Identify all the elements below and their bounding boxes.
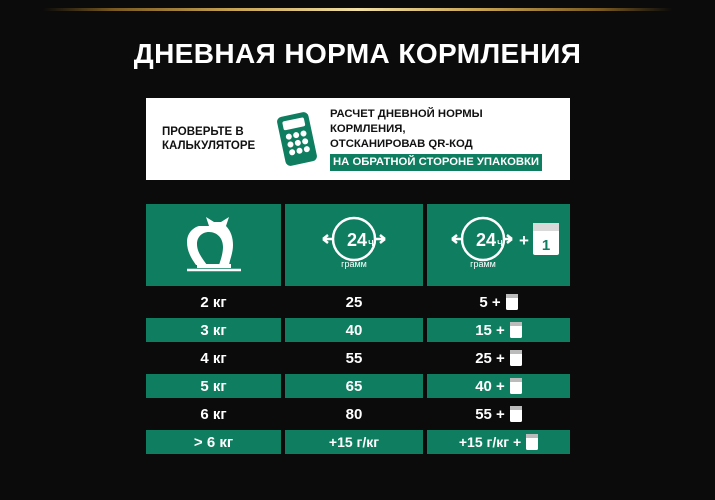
cell-dry: 25 xyxy=(285,290,423,314)
cell-mixed xyxy=(427,402,570,426)
svg-text:ч: ч xyxy=(496,237,503,249)
cell-weight: 4 кг xyxy=(146,346,281,370)
svg-text:24: 24 xyxy=(475,230,496,250)
header-cat-weight xyxy=(146,204,281,286)
pouch-icon xyxy=(526,434,538,450)
cell-mixed xyxy=(427,374,570,398)
svg-text:1: 1 xyxy=(541,237,550,254)
svg-text:24: 24 xyxy=(347,230,368,250)
cell-weight: 3 кг xyxy=(146,318,281,342)
svg-text:грамм: грамм xyxy=(469,259,496,269)
calculator-banner xyxy=(146,98,570,180)
header-dry-portion xyxy=(285,204,423,286)
cell-mixed-value: 55 + xyxy=(475,405,505,423)
pouch-icon xyxy=(510,350,522,366)
table-row xyxy=(146,318,570,342)
table-row xyxy=(146,430,570,454)
cell-weight: 2 кг xyxy=(146,290,281,314)
cell-mixed xyxy=(427,318,570,342)
table-row xyxy=(146,290,570,314)
cell-dry: 55 xyxy=(285,346,423,370)
calculator-icon xyxy=(268,111,326,167)
pouch-icon xyxy=(510,406,522,422)
svg-text:грамм: грамм xyxy=(341,259,367,269)
cell-mixed-value: 15 + xyxy=(475,321,505,339)
banner-line-2: ОТСКАНИРОВАВ QR-КОД xyxy=(330,138,473,150)
cell-mixed xyxy=(427,346,570,370)
cell-mixed-value: 40 + xyxy=(475,377,505,395)
cell-mixed-value: +15 г/кг + xyxy=(458,434,522,450)
cat-icon xyxy=(175,214,253,276)
page-title: ДНЕВНАЯ НОРМА КОРМЛЕНИЯ xyxy=(133,38,582,69)
pouch-icon xyxy=(510,322,522,338)
feeding-table xyxy=(146,204,570,458)
pouch-icon xyxy=(506,294,518,310)
svg-text:+: + xyxy=(518,231,529,250)
banner-line-1: РАСЧЕТ ДНЕВНОЙ НОРМЫ КОРМЛЕНИЯ, xyxy=(330,108,483,136)
cell-weight: 6 кг xyxy=(146,402,281,426)
cell-mixed-value: 5 + xyxy=(479,293,501,311)
table-row xyxy=(146,346,570,370)
gold-divider xyxy=(0,8,715,11)
cell-mixed-value: 25 + xyxy=(475,349,505,367)
pouch-icon xyxy=(510,378,522,394)
cell-dry: 80 xyxy=(285,402,423,426)
cell-dry: 40 xyxy=(285,318,423,342)
cell-dry: +15 г/кг xyxy=(285,430,423,454)
cell-mixed xyxy=(427,290,570,314)
table-row xyxy=(146,374,570,398)
cell-dry: 65 xyxy=(285,374,423,398)
banner-left-label: ПРОВЕРЬТЕ В КАЛЬКУЛЯТОРЕ xyxy=(162,125,256,152)
table-row xyxy=(146,402,570,426)
banner-line-3: НА ОБРАТНОЙ СТОРОНЕ УПАКОВКИ xyxy=(330,154,542,171)
svg-text:ч: ч xyxy=(368,237,374,249)
cell-weight: 5 кг xyxy=(146,374,281,398)
cell-mixed xyxy=(427,430,570,454)
table-header-row xyxy=(146,204,570,286)
banner-right-text xyxy=(326,107,560,171)
cell-weight: > 6 кг xyxy=(146,430,281,454)
header-mixed-portion xyxy=(427,204,570,286)
